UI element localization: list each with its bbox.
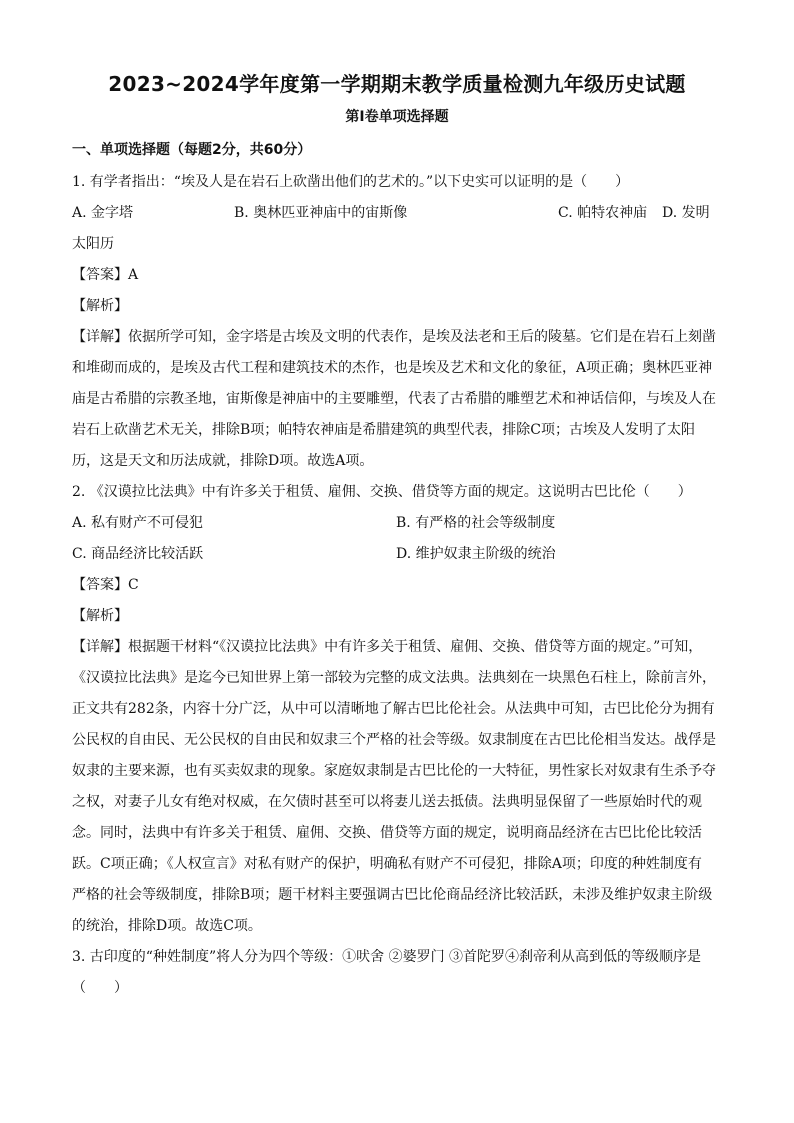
question-2-answer: 【答案】C bbox=[72, 577, 139, 593]
question-2-detail-line: 念。同时，法典中有许多关于租赁、雇佣、交换、借贷等方面的规定，说明商品经济在古巴比伦比较活 bbox=[72, 825, 702, 841]
question-2-option-c: C. 商品经济比较活跃 bbox=[72, 546, 204, 562]
question-2-detail-line: 奴隶的主要来源，也有买卖奴隶的现象。家庭奴隶制是古巴比伦的一大特征，男性家长对奴隶有生杀予夺 bbox=[72, 763, 716, 779]
page-subtitle: 第Ⅰ卷单项选择题 bbox=[345, 109, 449, 125]
question-1-option-c: C. 帕特农神庙 bbox=[558, 205, 648, 221]
question-2-detail-line: 正文共有282条，内容十分广泛，从中可以清晰地了解古巴比伦社会。从法典中可知，古巴比伦分为拥有 bbox=[72, 701, 715, 717]
question-2-option-d: D. 维护奴隶主阶级的统治 bbox=[396, 546, 556, 562]
question-2-stem: 2. 《汉谟拉比法典》中有许多关于租赁、雇佣、交换、借贷等方面的规定。这说明古巴比伦（ ） bbox=[72, 484, 692, 500]
question-2-detail-line: 【详解】根据题干材料“《汉谟拉比法典》中有许多关于租赁、雇佣、交换、借贷等方面的规定。”可知， bbox=[72, 639, 703, 655]
question-2-option-a: A. 私有财产不可侵犯 bbox=[72, 515, 204, 531]
question-1-option-d-continued: 太阳历 bbox=[72, 236, 114, 252]
question-3-stem: 3. 古印度的“种姓制度”将人分为四个等级：①吠舍 ②婆罗门 ③首陀罗④刹帝利从高到低的等级顺序是 bbox=[72, 949, 702, 965]
question-1-analysis-label: 【解析】 bbox=[72, 298, 128, 314]
question-1-detail-line: 和堆砌而成的，是埃及古代工程和建筑技术的杰作，也是埃及艺术和文化的象征，A项正确；奥林匹亚神 bbox=[72, 360, 713, 376]
question-1-option-a: A. 金字塔 bbox=[72, 205, 134, 221]
question-2-detail-line: 的统治，排除D项。故选C项。 bbox=[72, 918, 262, 934]
question-1-detail-line: 历，这是天文和历法成就，排除D项。故选A项。 bbox=[72, 453, 374, 469]
question-1-option-d: D. 发明 bbox=[662, 205, 710, 221]
question-2-detail-line: 跃。C项正确；《人权宣言》对私有财产的保护，明确私有财产不可侵犯，排除A项；印度的种姓制度有 bbox=[72, 856, 702, 872]
question-1-answer: 【答案】A bbox=[72, 267, 139, 283]
question-1-stem: 1. 有学者指出：“埃及人是在岩石上砍凿出他们的艺术的。”以下史实可以证明的是（ ） bbox=[72, 174, 630, 190]
question-2-detail-line: 严格的社会等级制度，排除B项；题干材料主要强调古巴比伦商品经济比较活跃，未涉及维护奴隶主阶级 bbox=[72, 887, 713, 903]
question-1-detail-line: 【详解】依据所学可知，金字塔是古埃及文明的代表作，是埃及法老和王后的陵墓。它们是在岩石上刻凿 bbox=[72, 329, 716, 345]
question-2-detail-line: 公民权的自由民、无公民权的自由民和奴隶三个严格的社会等级。奴隶制度在古巴比伦相当发达。战俘是 bbox=[72, 732, 716, 748]
section-heading: 一、单项选择题（每题2分，共60分） bbox=[72, 142, 312, 158]
question-1-option-b: B. 奥林匹亚神庙中的宙斯像 bbox=[234, 205, 408, 221]
page-title: 2023~2024学年度第一学期期末教学质量检测九年级历史试题 bbox=[108, 72, 686, 96]
question-1-detail-line: 岩石上砍凿艺术无关，排除B项；帕特农神庙是希腊建筑的典型代表，排除C项；古埃及人发明了太阳 bbox=[72, 422, 695, 438]
question-2-analysis-label: 【解析】 bbox=[72, 608, 128, 624]
question-3-stem-continued: （ ） bbox=[72, 980, 128, 996]
question-2-detail-line: 《汉谟拉比法典》是迄今已知世界上第一部较为完整的成文法典。法典刻在一块黑色石柱上，除前言外， bbox=[72, 670, 716, 686]
question-2-detail-line: 之权，对妻子儿女有绝对权威，在欠债时甚至可以将妻儿送去抵债。法典明显保留了一些原始时代的观 bbox=[72, 794, 702, 810]
question-2-option-b: B. 有严格的社会等级制度 bbox=[396, 515, 556, 531]
question-1-detail-line: 庙是古希腊的宗教圣地，宙斯像是神庙中的主要雕塑，代表了古希腊的雕塑艺术和神话信仰，与埃及人在 bbox=[72, 391, 716, 407]
